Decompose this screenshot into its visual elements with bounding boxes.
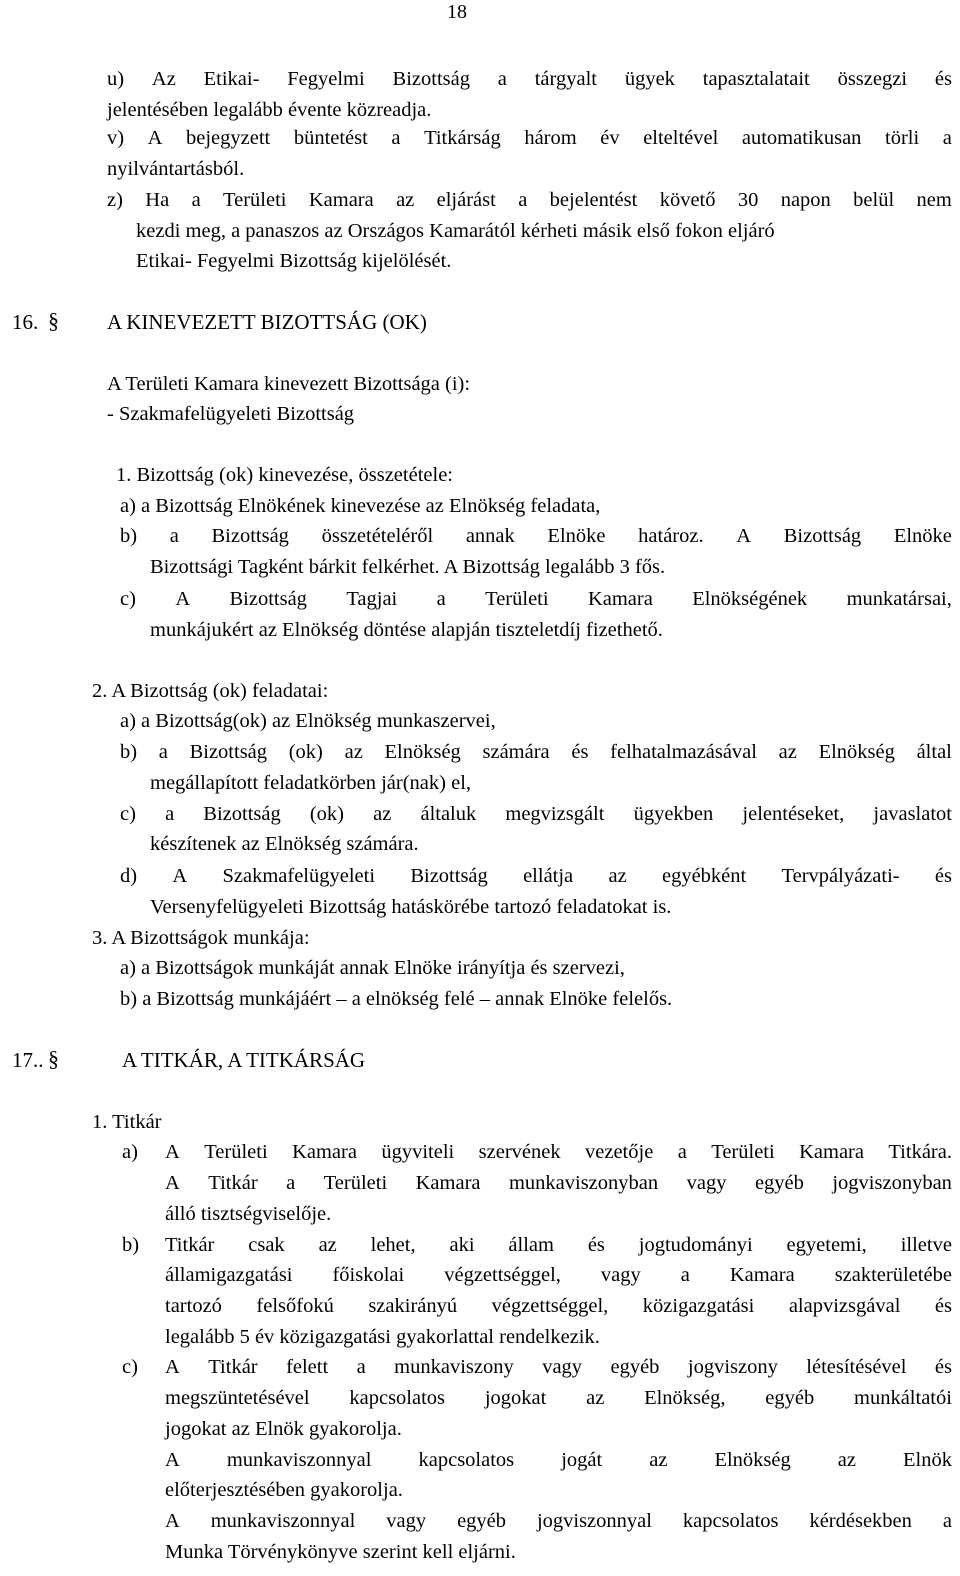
word: törli <box>885 127 920 149</box>
s16-p3-a: a) a Bizottságok munkáját annak Elnöke irányítja és szervezi, <box>120 957 625 979</box>
word: elteltével <box>643 127 719 149</box>
word: 30 <box>737 189 759 211</box>
word: végzettséggel, <box>444 1264 561 1286</box>
word: v) <box>107 127 125 149</box>
word: Bizottság <box>410 865 488 887</box>
page-number: 18 <box>447 1 467 23</box>
word: Területi <box>323 1172 388 1194</box>
s16-p2-heading: 2. A Bizottság (ok) feladatai: <box>92 680 329 702</box>
word: Titkára. <box>888 1141 952 1163</box>
word: munkatársai, <box>846 588 952 610</box>
word: munkaviszonnyal <box>226 1449 372 1471</box>
word: Etikai- <box>203 68 260 90</box>
word: Kamara <box>292 1141 357 1163</box>
item-z-line-1 <box>107 185 952 216</box>
item-v-line-2: nyilvántartásból. <box>107 158 245 180</box>
word: Titkár <box>165 1234 215 1256</box>
word: Elnöke <box>547 525 606 547</box>
word: általuk <box>420 803 477 825</box>
word: javaslatot <box>873 803 952 825</box>
word: Fegyelmi <box>287 68 365 90</box>
word: a <box>518 189 528 211</box>
word: Az <box>151 68 176 90</box>
word: Tagjai <box>346 588 398 610</box>
s16-p1-b-line-1 <box>120 521 952 552</box>
s16-p1-c-line-1 <box>120 584 952 615</box>
word: Elnökség, <box>644 1387 726 1409</box>
word: A <box>175 588 191 610</box>
word: a <box>677 1141 687 1163</box>
word: vagy <box>542 1356 583 1378</box>
word: szakterületébe <box>834 1264 952 1286</box>
word: Ha <box>145 189 170 211</box>
word: Bizottság <box>189 741 268 763</box>
section-16-number: 16. <box>12 310 39 334</box>
word: a <box>191 189 201 211</box>
word: az <box>586 1387 605 1409</box>
word: ügyek <box>624 68 675 90</box>
word: annak <box>465 525 515 547</box>
section-16-sign: § <box>48 308 59 333</box>
word: az <box>608 865 627 887</box>
s16-p2-d-line-1 <box>120 861 952 892</box>
word: az <box>837 1449 856 1471</box>
item-v-line-1 <box>107 123 952 154</box>
word: és <box>587 1234 605 1256</box>
word: felett <box>286 1356 329 1378</box>
word: szakirányú <box>368 1295 458 1317</box>
word: határoz. <box>638 525 704 547</box>
word: alapvizsgával <box>788 1295 901 1317</box>
word: a <box>158 741 168 763</box>
word: Elnök <box>903 1449 952 1471</box>
word: az <box>344 741 363 763</box>
word: bejelentést <box>549 189 638 211</box>
s16-p2-b-line-2: megállapított feladatkörben jár(nak) el, <box>150 772 472 794</box>
word: tárgyalt <box>534 68 597 90</box>
word: egyéb <box>610 1356 660 1378</box>
word: jogviszonyban <box>832 1172 952 1194</box>
word: tartozó <box>165 1295 222 1317</box>
word: az <box>778 741 797 763</box>
word: a <box>942 127 952 149</box>
word: Titkár <box>208 1172 258 1194</box>
s17-p1-c-line-6 <box>165 1506 952 1537</box>
word: A <box>165 1172 180 1194</box>
word: Területi <box>223 189 287 211</box>
s17-p1-c-label: c) <box>122 1356 138 1378</box>
word: egyébként <box>661 865 747 887</box>
word: az <box>318 1234 337 1256</box>
word: ellátja <box>523 865 574 887</box>
word: egyéb <box>754 1172 804 1194</box>
word: az <box>373 803 392 825</box>
word: egyéb <box>765 1387 815 1409</box>
s16-p1-b-line-2: Bizottsági Tagként bárkit felkérhet. A Bizottság legalább 3 fős. <box>150 556 666 578</box>
word: vagy <box>686 1172 727 1194</box>
word: kapcsolatos <box>418 1449 515 1471</box>
word: Titkár <box>208 1356 258 1378</box>
word: u) <box>107 68 125 90</box>
word: főiskolai <box>332 1264 405 1286</box>
word: Kamara <box>587 588 653 610</box>
word: bejegyzett <box>186 127 271 149</box>
word: (ok) <box>288 741 323 763</box>
word: b) <box>120 525 138 547</box>
word: munkaviszony <box>394 1356 514 1378</box>
s17-p1-c-line-2 <box>165 1383 952 1414</box>
word: ügyekben <box>633 803 714 825</box>
word: (ok) <box>309 803 345 825</box>
word: és <box>934 68 952 90</box>
word: munkaviszonyban <box>508 1172 659 1194</box>
word: Bizottság <box>203 803 281 825</box>
s17-p1-a-line-3: álló tisztségviselője. <box>165 1203 332 1225</box>
item-z-line-3: Etikai- Fegyelmi Bizottság kijelölését. <box>136 250 452 272</box>
section-17-number: 17.. <box>12 1048 44 1072</box>
word: Bizottság <box>229 588 307 610</box>
s17-p1-b-line-3 <box>165 1291 952 1322</box>
word: Kamara <box>308 189 374 211</box>
word: megszüntetésével <box>165 1387 310 1409</box>
word: három <box>524 127 577 149</box>
word: és <box>571 741 589 763</box>
word: Kamara <box>729 1264 795 1286</box>
s16-p3-heading: 3. A Bizottságok munkája: <box>92 927 310 949</box>
word: kapcsolatos <box>682 1510 779 1532</box>
word: a <box>391 127 401 149</box>
s17-p1-heading: 1. Titkár <box>92 1111 162 1133</box>
word: munkáltatói <box>854 1387 952 1409</box>
word: Bizottság <box>783 525 862 547</box>
s16-p1-a: a) a Bizottság Elnökének kinevezése az Elnökség feladata, <box>120 495 601 517</box>
word: az <box>396 189 415 211</box>
word: felsőfokú <box>256 1295 334 1317</box>
word: napon <box>780 189 831 211</box>
word: A <box>165 1449 180 1471</box>
word: b) <box>120 741 138 763</box>
s17-p1-b-line-1 <box>165 1230 952 1261</box>
word: A <box>165 1510 180 1532</box>
word: közigazgatási <box>642 1295 755 1317</box>
word: végzettséggel, <box>491 1295 609 1317</box>
s17-p1-a-line-1 <box>165 1137 952 1168</box>
word: összegzi <box>837 68 908 90</box>
word: a <box>356 1356 366 1378</box>
s17-p1-a-line-2 <box>165 1168 952 1199</box>
word: d) <box>120 865 138 887</box>
word: büntetést <box>293 127 368 149</box>
word: Kamara <box>415 1172 481 1194</box>
section-16-intro-2: - Szakmafelügyeleti Bizottság <box>107 403 355 425</box>
word: A <box>147 127 163 149</box>
s16-p2-c-line-1 <box>120 799 952 830</box>
word: Elnökségének <box>692 588 808 610</box>
word: megvizsgált <box>505 803 605 825</box>
word: jogokat <box>484 1387 547 1409</box>
word: munkaviszonnyal <box>210 1510 356 1532</box>
word: és <box>934 865 952 887</box>
word: aki <box>449 1234 475 1256</box>
section-17-sign: § <box>48 1046 59 1071</box>
s17-p1-c-line-4 <box>165 1445 952 1476</box>
word: és <box>934 1356 952 1378</box>
section-17-title: A TITKÁR, A TITKÁRSÁG <box>122 1048 366 1072</box>
word: egyéb <box>457 1510 507 1532</box>
word: Területi <box>485 588 549 610</box>
word: a <box>286 1172 296 1194</box>
word: jelentéseket, <box>742 803 845 825</box>
word: z) <box>107 189 123 211</box>
word: az <box>649 1449 668 1471</box>
word: Területi <box>204 1141 268 1163</box>
word: A <box>736 525 752 547</box>
s17-p1-b-line-2 <box>165 1260 952 1291</box>
word: vezetője <box>585 1141 654 1163</box>
s17-p1-c-line-7: Munka Törvénykönyve szerint kell eljárni. <box>165 1541 516 1563</box>
word: a <box>680 1264 690 1286</box>
word: a <box>436 588 446 610</box>
word: Tervpályázati- <box>781 865 900 887</box>
s16-p3-b: b) a Bizottság munkájáért – a elnökség felé – annak Elnöke felelős. <box>120 988 673 1010</box>
word: vagy <box>386 1510 427 1532</box>
word: A <box>172 865 188 887</box>
word: Elnökség <box>818 741 895 763</box>
s16-p2-d-line-2: Versenyfelügyeleti Bizottság hatáskörébe tartozó feladatokat is. <box>150 896 672 918</box>
item-z-line-2: kezdi meg, a panaszos az Országos Kamarától kérheti másik első fokon eljáró <box>136 220 775 242</box>
s17-p1-a-label: a) <box>122 1141 138 1163</box>
section-16-intro-1: A Területi Kamara kinevezett Bizottsága (i): <box>107 373 471 395</box>
word: jogát <box>561 1449 603 1471</box>
word: számára <box>482 741 550 763</box>
word: eljárást <box>436 189 496 211</box>
word: A <box>165 1141 180 1163</box>
word: jogviszonnyal <box>536 1510 652 1532</box>
word: a <box>942 1510 952 1532</box>
word: csak <box>248 1234 285 1256</box>
word: illetve <box>900 1234 952 1256</box>
word: kapcsolatos <box>349 1387 446 1409</box>
s17-p1-c-line-3: jogokat az Elnök gyakorolja. <box>165 1418 402 1440</box>
word: belül <box>853 189 895 211</box>
word: Elnökség <box>384 741 461 763</box>
word: állam <box>508 1234 554 1256</box>
word: tapasztalatait <box>702 68 810 90</box>
word: Bizottság <box>392 68 470 90</box>
word: a <box>497 68 507 90</box>
s17-p1-c-line-5: előterjesztésében gyakorolja. <box>165 1479 403 1501</box>
s16-p1-c-line-2: munkájukért az Elnökség döntése alapján tiszteletdíj fizethető. <box>150 619 663 641</box>
word: követő <box>659 189 716 211</box>
word: év <box>600 127 620 149</box>
word: jogtudományi <box>638 1234 753 1256</box>
word: Titkárság <box>424 127 501 149</box>
word: a <box>165 803 175 825</box>
s16-p2-b-line-1 <box>120 737 952 768</box>
word: kérdésekben <box>809 1510 912 1532</box>
word: vagy <box>600 1264 641 1286</box>
word: A <box>165 1356 180 1378</box>
word: automatikusan <box>741 127 862 149</box>
word: felhatalmazásával <box>610 741 757 763</box>
word: és <box>934 1295 952 1317</box>
s17-p1-b-line-4: legalább 5 év közigazgatási gyakorlattal rendelkezik. <box>165 1326 600 1348</box>
s16-p2-c-line-2: készítenek az Elnökség számára. <box>150 833 419 855</box>
s16-p1-heading: 1. Bizottság (ok) kinevezése, összetétele: <box>116 464 453 486</box>
item-u-line-2: jelentésében legalább évente közreadja. <box>107 99 432 121</box>
section-16-title: A KINEVEZETT BIZOTTSÁG (OK) <box>107 310 427 334</box>
word: Területi <box>711 1141 775 1163</box>
word: Bizottság <box>211 525 289 547</box>
word: jogviszony <box>687 1356 778 1378</box>
s17-p1-b-label: b) <box>122 1234 140 1256</box>
word: lehet, <box>370 1234 416 1256</box>
item-u-line-1 <box>107 64 952 95</box>
word: összetételéről <box>321 525 434 547</box>
word: c) <box>120 588 136 610</box>
word: által <box>916 741 952 763</box>
word: szervének <box>478 1141 561 1163</box>
word: Elnöke <box>893 525 952 547</box>
word: Kamara <box>799 1141 864 1163</box>
word: Elnökség <box>714 1449 791 1471</box>
word: létesítésével <box>806 1356 907 1378</box>
word: egyetemi, <box>786 1234 867 1256</box>
s16-p2-a: a) a Bizottság(ok) az Elnökség munkaszervei, <box>120 710 496 732</box>
word: ügyviteli <box>381 1141 455 1163</box>
s17-p1-c-line-1 <box>165 1352 952 1383</box>
word: államigazgatási <box>165 1264 293 1286</box>
word: c) <box>120 803 136 825</box>
word: Szakmafelügyeleti <box>222 865 376 887</box>
word: nem <box>916 189 952 211</box>
word: a <box>169 525 179 547</box>
